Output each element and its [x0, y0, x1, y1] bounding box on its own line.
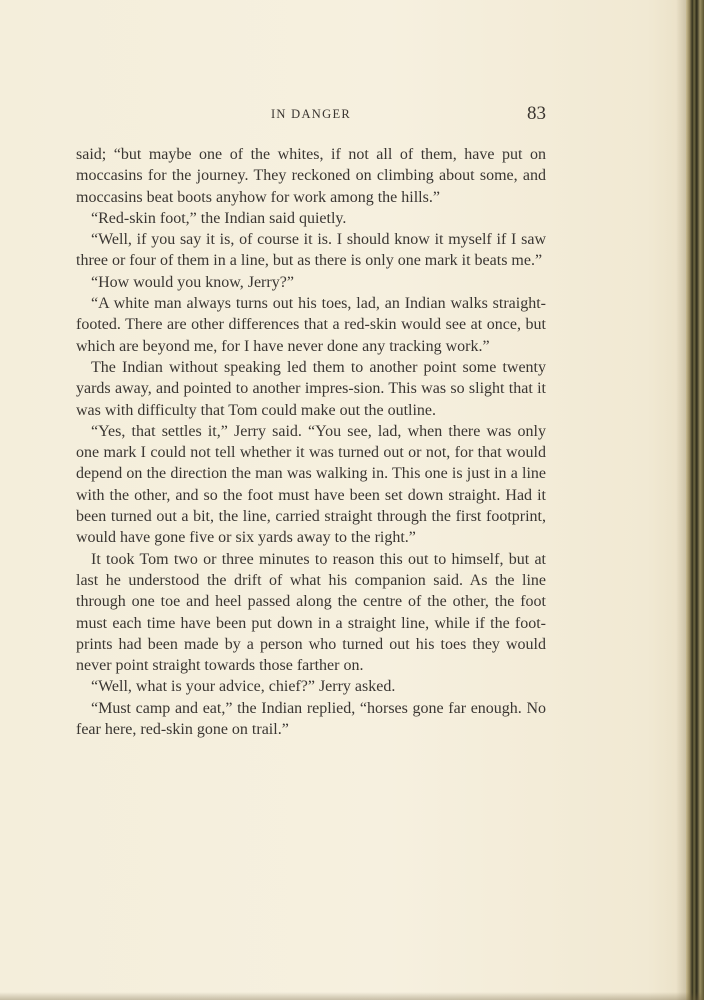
page-gutter-shadow	[676, 0, 686, 1000]
paragraph: “Well, what is your advice, chief?” Jerry asked.	[91, 678, 396, 696]
book-binding-edge	[686, 0, 704, 1000]
paragraph: “How would you know, Jerry?”	[91, 273, 294, 291]
page-number: 83	[527, 103, 546, 124]
paragraph: “Yes, that settles it,” Jerry said. “You see, lad, when there was only one mark I could not tell whether it was turned out or not, for that would depend on the direction the man was walking in. This one is just in a line with the other, and so the foot must have been set down straight. Had it been turned out a bit, the line, carried straight through the first footprint, would have gone five or six yards away to the right.”	[76, 422, 546, 547]
paragraph: “Must camp and eat,” the Indian replied, “horses gone far enough. No fear here, red-skin gone on trail.”	[76, 699, 546, 739]
paragraph: “Red-skin foot,” the Indian said quietly.	[91, 209, 347, 227]
paragraph: said; “but maybe one of the whites, if not all of them, have put on moccasins for the journey. They reckoned on climbing about some, and moccasins beat boots anyhow for work among the hills.”	[76, 146, 546, 206]
running-title: IN DANGER	[270, 107, 352, 121]
paragraph: The Indian without speaking led them to another point some twenty yards away, and pointed to another impres-sion. This was so slight that it was with difficulty that Tom could make out the outline.	[76, 358, 546, 419]
paragraph: It took Tom two or three minutes to reason this out to himself, but at last he understood the drift of what his companion said. As the line through one toe and heel passed along the centre of the other, the foot must each time have been put down in a straight line, while if the foot-prints had been made by a person who turned out his toes they would never point straight towards those farther on.	[76, 550, 546, 675]
paragraph: “Well, if you say it is, of course it is. I should know it myself if I saw three or four of them in a line, but as there is only one mark it beats me.”	[76, 231, 546, 270]
body-text	[76, 144, 546, 740]
paragraph: “A white man always turns out his toes, lad, an Indian walks straight-footed. There are other differences that a red-skin would see at once, but which are beyond me, for I have never done any tracking work.”	[76, 295, 546, 355]
running-head	[76, 103, 546, 127]
page-bottom-edge	[0, 992, 704, 1000]
